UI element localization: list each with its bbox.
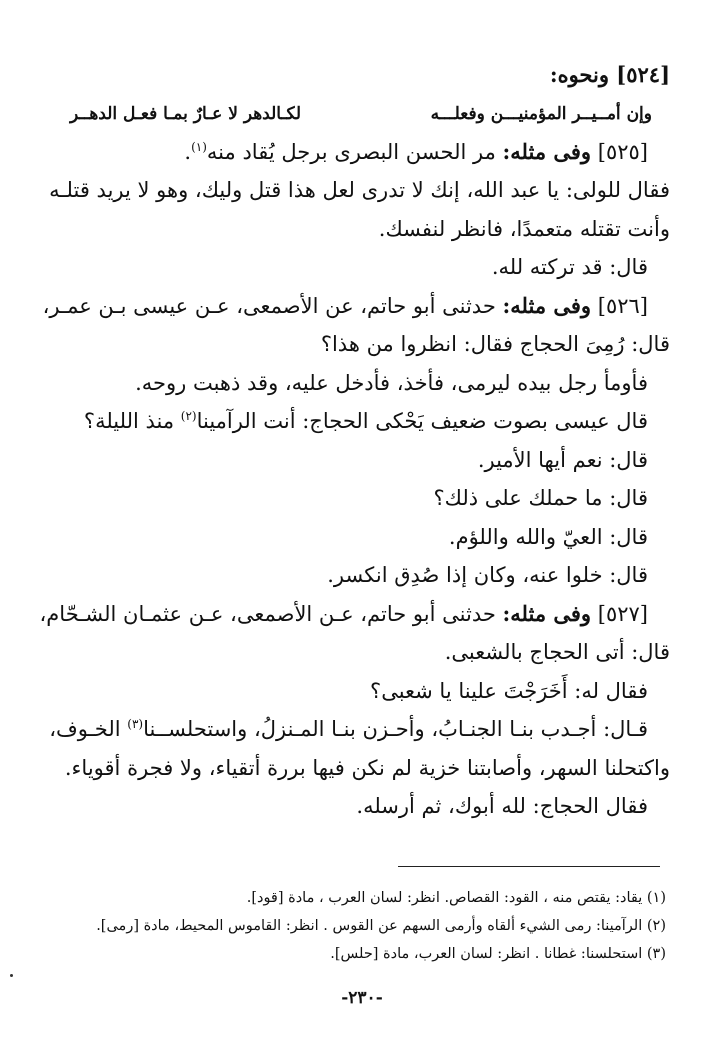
paragraph-line: قال: رُمِىَ الحجاج فقال: انظروا من هذا؟	[320, 332, 670, 356]
entry-tail: .	[184, 139, 192, 164]
entry-number: [٥٢٥]	[597, 139, 648, 164]
entry-number: [٥٢٤]	[616, 62, 670, 87]
entry-text: مر الحسن البصرى برجل يُقاد منه	[206, 139, 496, 164]
scan-speck	[10, 974, 13, 977]
page-number: -٢٣٠-	[341, 988, 383, 1008]
verse-second-hemistich: لكـالدهر لا عـارٌ بمـا فعـل الدهــر	[70, 103, 302, 124]
footnote-3: (٣) استحلسنا: غطانا . انظر: لسان العرب، مادة [حلس].	[330, 946, 666, 962]
footnote-ref-2: (٢)	[180, 409, 197, 423]
page-body	[39, 56, 670, 826]
paragraph-line: فقال الحجاج: لله أبوك، ثم أرسله.	[356, 794, 648, 818]
footnote-ref-3: (٣)	[127, 717, 144, 731]
footnote-2: (٢) الرآمينا: رمى الشيء ألقاه وأرمى السهم عن القوس . انظر: القاموس المحيط، مادة [رمى].	[96, 918, 666, 934]
paragraph-line: وأنت تقتله متعمدًا، فانظر لنفسك.	[378, 216, 670, 241]
paragraph-line: قال: أتى الحجاج بالشعبى.	[444, 640, 670, 664]
entry-text: حدثنى أبو حاتم، عـن الأصمعى، عـن عثمـان الشـحّام،	[39, 601, 496, 626]
paragraph-line: واكتحلنا السهر، وأصابتنا خزية لم نكن فيها بررة أتقياء، ولا فجرة أقوياء.	[64, 755, 670, 780]
footnote-1: (١) يقاد: يقتص منه ، القود: القصاص. انظر: لسان العرب ، مادة [قود].	[246, 890, 666, 906]
entry-lead: وفى مثله:	[502, 600, 592, 626]
paragraph-line: قال: نعم أيها الأمير.	[477, 447, 648, 472]
paragraph-line	[70, 402, 670, 441]
entry-number: [٥٢٦]	[597, 293, 648, 318]
paragraph-line: فقال له: أَخَرَجْتَ علينا يا شعبى؟	[370, 678, 648, 703]
paragraph-line: قال: ما حملك على ذلك؟	[433, 486, 648, 510]
paragraph-line: فقال للولى: يا عبد الله، إنك لا تدرى لعل هذا قتل وليك، وهو لا يريد قتلـه	[49, 178, 670, 202]
entry-524-heading	[70, 56, 670, 95]
paragraph-line	[49, 710, 670, 749]
paragraph-text: قال عيسى بصوت ضعيف يَحْكى الحجاج: أنت الرآمينا	[196, 409, 648, 433]
entry-527-heading	[39, 595, 670, 634]
paragraph-line: قال: خلوا عنه، وكان إذا صُدِق انكسر.	[327, 563, 648, 587]
footnotes	[70, 884, 670, 968]
footnote-ref-1: (١)	[191, 139, 207, 154]
paragraph-text: منذ الليلة؟	[83, 409, 175, 433]
paragraph-text: قـال: أجـدب بنـا الجنـابُ، وأحـزن بنـا المـنزلُ، واستحلسـ‍ـنا	[143, 717, 648, 741]
poem-verse	[70, 95, 670, 133]
paragraph-line: قال: العيّ والله واللؤم.	[448, 524, 648, 549]
paragraph-line: فأومأ رجل بيده ليرمى، فأخذ، فأدخل عليه، وقد ذهبت روحه.	[135, 370, 648, 395]
paragraph-line: قال: قد تركته لله.	[491, 255, 648, 279]
entry-526-heading	[42, 287, 670, 326]
entry-525-heading	[70, 133, 670, 172]
verse-first-hemistich: وإن أمــيــر المؤمنيـــن وفعلـــه	[430, 103, 652, 124]
entry-number: [٥٢٧]	[597, 601, 648, 626]
entry-lead: وفى مثله:	[502, 292, 592, 318]
entry-lead: وفى مثله:	[502, 138, 592, 164]
entry-lead: ونحوه:	[549, 62, 609, 87]
footnote-divider	[398, 866, 660, 867]
paragraph-text: الخـوف،	[49, 717, 121, 741]
entry-text: حدثنى أبو حاتم، عن الأصمعى، عـن عيسى بـن عمـر،	[42, 293, 496, 318]
